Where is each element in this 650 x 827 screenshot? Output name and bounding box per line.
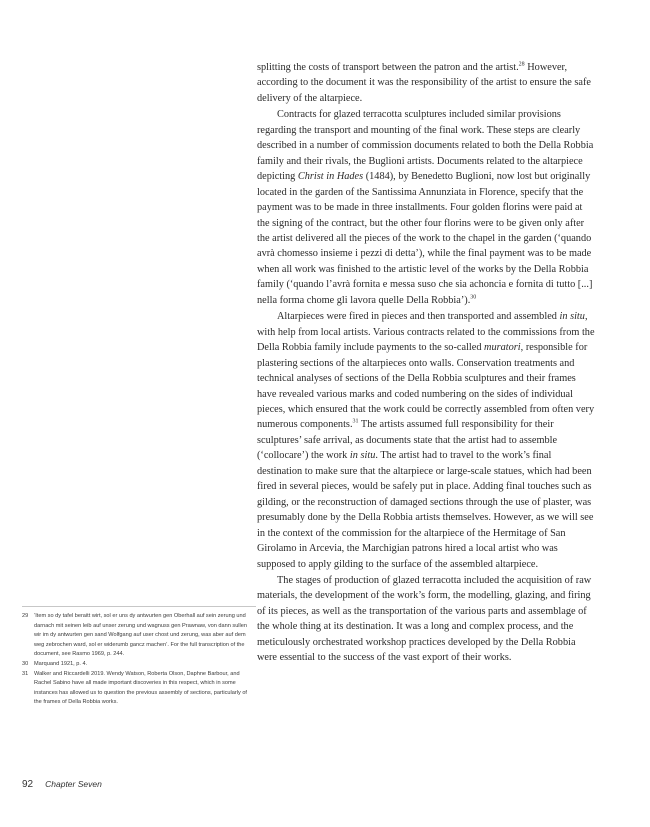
page-number: 92 bbox=[22, 779, 34, 790]
text-run: Contracts for glazed terracotta sculptures included similar provisions regarding the transport and mounting of the final work. These steps are clearly described in a number of commission documents related to both the Della Robbia family and their rivals, the Buglioni artists. Documents related to the altarpiece depicting bbox=[257, 109, 594, 183]
artwork-title: Christ in Hades bbox=[297, 171, 364, 183]
paragraph-4 bbox=[257, 573, 597, 666]
italic-term: in situ bbox=[559, 311, 585, 323]
footnote-number: 30 bbox=[22, 660, 29, 667]
text-run: (1484), by Benedetto Buglioni, now lost but originally located in the garden of the Santissima Annunziata in Florence, specify that the payment was to be made in three installments. Four golden florins were paid at the signing of the contract, but the other four florins were to be given only after the artist delivered all the pieces of the work to the chapel in the garden (‘quando avrà chomesso insieme i pezzi di detta’), while the final payment was to be made when all work was finished to the artistic level of the works by the Della Robbia family (‘quando l’avrà fornita e messa suso che sia achoncia e fornita di tutto [...] nella forma chome gli lavora quelle Della Robbia’). bbox=[257, 171, 593, 306]
text-run: splitting the costs of transport between the patron and the artist. bbox=[257, 62, 519, 73]
text-run: . The artist had to travel to the work’s final destination to make sure that the altarpiece or large-scale statues, which had been fired in several pieces, would be safely put in place. Adding final touches such as gilding, or the reconstruction of damaged sections through the use of plaster, was presumably done by the Della Robbia artists themselves. However, as we will see in the context of the commission for the altarpiece of the Hermitage of San Girolamo in Arcevia, the Marchigian patrons hired a local artist who was supposed to apply gilding to the surface of the assembled altarpiece. bbox=[257, 450, 594, 570]
footnote-ref-28[interactable]: 28 bbox=[518, 61, 525, 68]
footnote-number: 29 bbox=[22, 613, 29, 619]
footnote-ref-30[interactable]: 30 bbox=[470, 294, 477, 301]
text-run: The artists assumed full responsibility for their sculptures’ safe arrival, as documents state that the artist had to assemble (‘collocare’) the work bbox=[257, 419, 558, 462]
main-text-column bbox=[257, 60, 597, 666]
text-run: , with help from local artists. Various contracts related to the commissions from the Della Robbia family include payments to the so-called bbox=[257, 311, 595, 354]
italic-term: muratori bbox=[484, 342, 521, 354]
footnote-31 bbox=[22, 670, 254, 708]
footnote-number: 31 bbox=[22, 670, 29, 677]
footnote-text: ‘Item so dy tafel beraitt wirt, sol er uns dy antwurten gen Oberhall auf sein zerung und darnach mit seinen leib auf unser zerung und wagnuss gen Prawnaw, von dann sullen wir im dy antwurten gen sand Wolfgang auf user chost und zerung, was aber auf dem weg zebrochen ward, sol er widerumb gancz machen’. For the full transcription of the document, see Rasmo 1969, p. 244. bbox=[34, 613, 248, 658]
text-run: However, according to the document it was the responsibility of the artist to ensure the safe delivery of the altarpiece. bbox=[257, 62, 591, 104]
text-run: , responsible for plastering sections of the altarpieces onto walls. Conservation treatments and technical analyses of sections of the Della Robbia sculptures and their frames have revealed various marks and coded numbering on the sides of individual pieces, which ensured that the work could be correctly assembled from often very numerous components. bbox=[257, 342, 595, 431]
footnote-text: Walker and Riccardelli 2019. Wendy Watson, Roberta Olson, Daphne Barbour, and Rachel Sabino have all made important discoveries in this respect, which in some instances has allowed us to question the previous assembly of sections, particularly of the frames of Della Robbia works. bbox=[34, 670, 247, 706]
page-footer bbox=[22, 779, 102, 790]
footnote-divider bbox=[22, 606, 256, 607]
footnote-30 bbox=[22, 660, 254, 670]
footnotes bbox=[22, 612, 254, 708]
text-run: The stages of production of glazed terracotta included the acquisition of raw materials, the development of the work’s form, the modelling, glazing, and firing of its pieces, as well as the transportation of the various parts and assemblage of the whole thing at its destination. It was a long and complex process, and the meticulously orchestrated workshop practices developed by the Della Robbia were essential to the success of the vast export of their works. bbox=[257, 574, 592, 664]
footnote-29 bbox=[22, 612, 254, 660]
text-run: Altarpieces were fired in pieces and then transported and assembled bbox=[277, 311, 560, 323]
footnote-text: Marquand 1921, p. 4. bbox=[34, 660, 88, 667]
paragraph-3 bbox=[257, 309, 597, 572]
chapter-label: Chapter Seven bbox=[45, 779, 102, 789]
footnote-ref-31[interactable]: 31 bbox=[352, 419, 359, 425]
paragraph-2 bbox=[257, 107, 597, 308]
paragraph-1 bbox=[257, 60, 597, 106]
italic-term: in situ bbox=[349, 450, 376, 462]
